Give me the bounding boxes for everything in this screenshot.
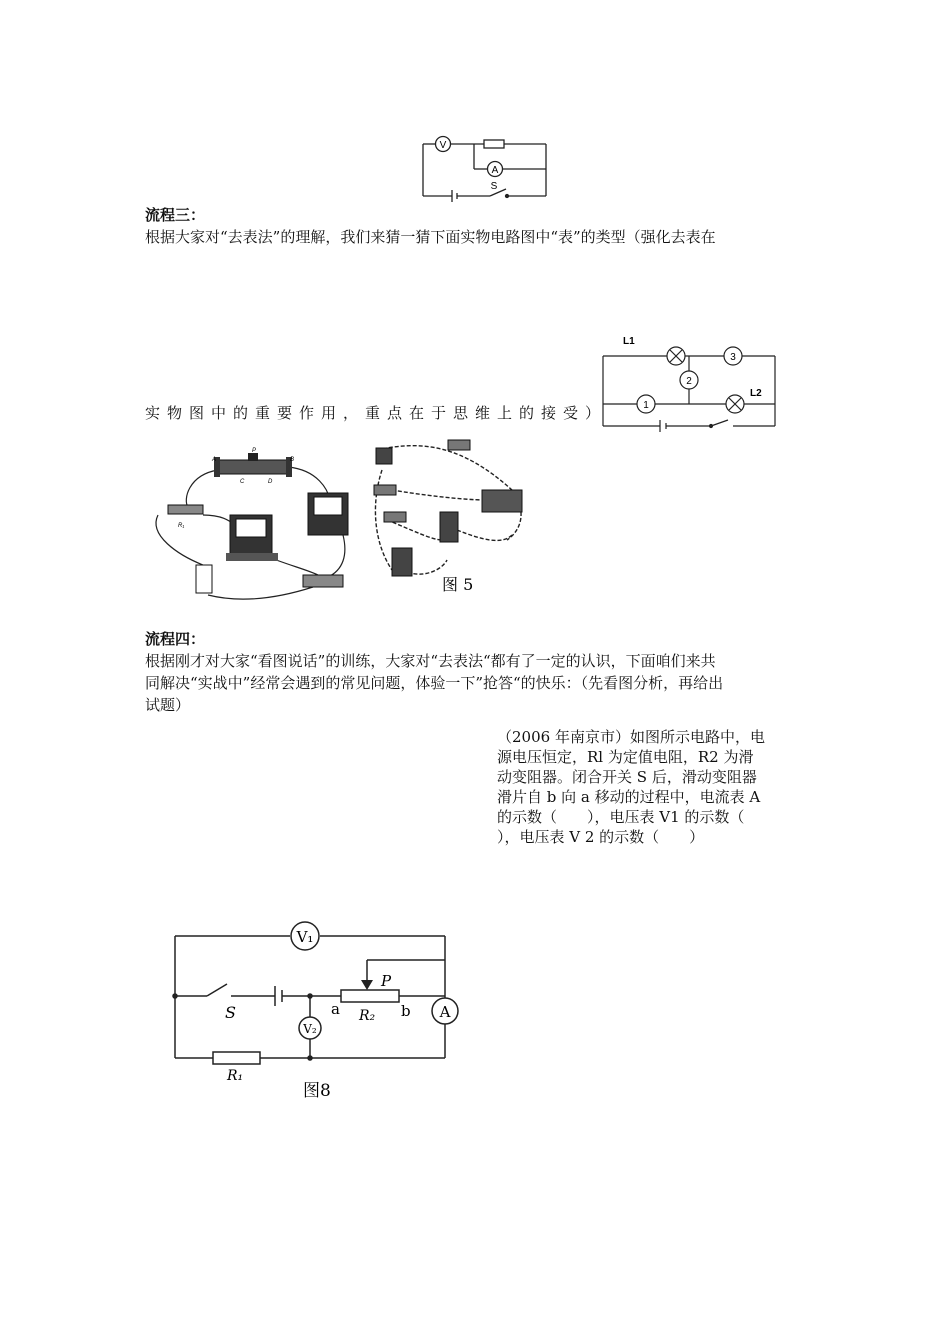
slider-p-label: P — [381, 972, 392, 990]
section3-paragraph-line1: 根据大家对“去表法”的理解，我们来猜一猜下面实物电路图中“表”的类型（强化去表在 — [145, 228, 716, 246]
figure-8-circuit-diagram — [155, 918, 475, 1103]
rheostat-label-p: P — [252, 448, 257, 454]
section3-paragraph-line2: 实物图中的重要作用，重点在于思维上的接受） — [145, 404, 608, 422]
lamp-meter-circuit-diagram — [595, 332, 785, 442]
meter-2-label: 2 — [686, 376, 692, 387]
figure-8-caption: 图8 — [303, 1081, 331, 1101]
meter-v2-label: V₂ — [303, 1022, 317, 1036]
ammeter-a-label: A — [439, 1003, 451, 1021]
rheostat-label-c: C — [240, 479, 245, 485]
problem-line: 的示数（ ），电压表 V1 的示数（ — [497, 808, 745, 826]
section4-heading: 流程四： — [145, 630, 206, 648]
rheostat-label-a: A — [212, 457, 217, 463]
lamp-l1-label: L1 — [623, 336, 635, 347]
rheostat-r2-label: R₂ — [359, 1008, 376, 1024]
end-a-label: a — [331, 1000, 340, 1018]
meter-1-label: 1 — [643, 400, 649, 411]
meter-3-label: 3 — [730, 352, 736, 363]
problem-line: （2006 年南京市）如图所示电路中，电 — [497, 728, 765, 746]
switch-s-label: S — [225, 1003, 236, 1022]
end-b-label: b — [401, 1002, 411, 1020]
figure-5-caption: 图 5 — [442, 575, 474, 594]
problem-line: 滑片自 b 向 a 移动的过程中，电流表 A — [497, 788, 761, 806]
real-circuit-photo-right — [362, 430, 532, 600]
problem-line: ），电压表 V 2 的示数（ ） — [497, 828, 705, 846]
resistor-r1-label: R₁ — [227, 1068, 244, 1084]
top-circuit-diagram — [418, 134, 553, 206]
meter-v-label: V — [439, 140, 447, 151]
lamp-l2-label: L2 — [750, 388, 762, 399]
switch-label: S — [490, 181, 498, 192]
section4-paragraph-line1: 根据刚才对大家“看图说话”的训练，大家对“去表法“都有了一定的认识，下面咱们来共 — [145, 652, 716, 670]
rheostat-label-b: B — [290, 457, 295, 463]
section3-heading: 流程三： — [145, 206, 206, 224]
problem-line: 源电压恒定，Rl 为定值电阻，R2 为滑 — [497, 748, 754, 766]
real-circuit-photo-left — [148, 445, 358, 605]
section4-paragraph-line3: 试题） — [145, 696, 191, 714]
problem-line: 动变阻器。闭合开关 S 后，滑动变阻器 — [497, 768, 757, 786]
meter-a-label: A — [491, 165, 499, 176]
resistor-label-r1: R₁ — [178, 523, 185, 529]
rheostat-label-d: D — [268, 479, 273, 485]
meter-v1-label: V₁ — [296, 928, 314, 946]
problem-text-block — [497, 727, 787, 847]
section4-paragraph-line2: 同解决“实战中”经常会遇到的常见问题，体验一下”抢答“的快乐：（先看图分析，再给出 — [145, 674, 724, 692]
